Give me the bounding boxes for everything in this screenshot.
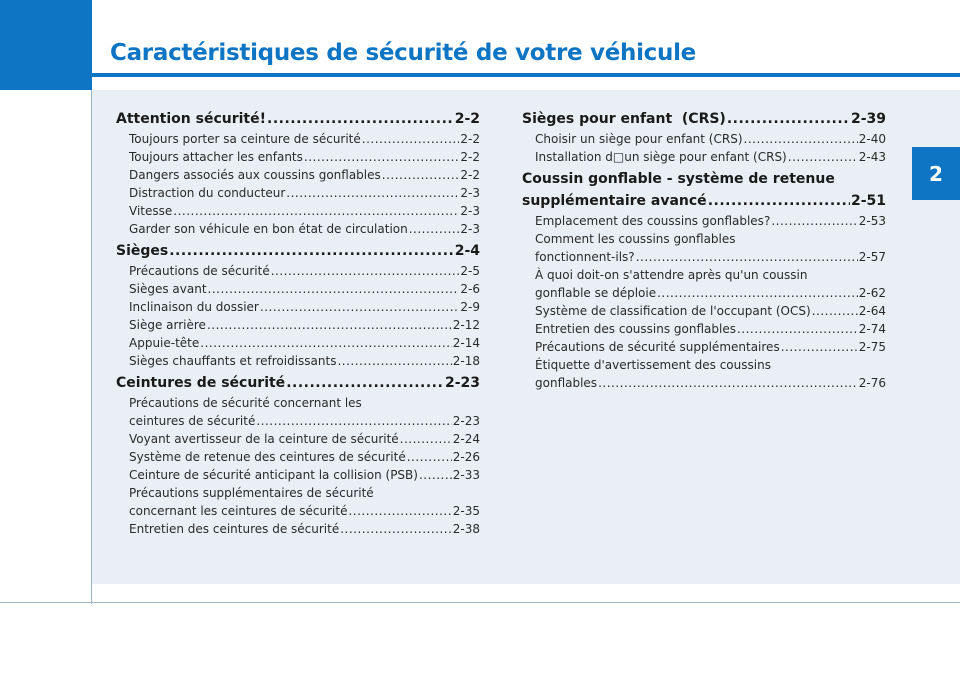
toc-leader [208,280,460,298]
header-color-block [0,0,92,90]
toc-entry[interactable] [116,280,480,298]
toc-entry[interactable] [522,148,886,166]
toc-leader [200,334,451,352]
toc-entry-line1[interactable]: À quoi doit-on s'attendre après qu'un coussin [535,268,808,282]
toc-leader [260,298,460,316]
toc-entry[interactable] [116,316,480,334]
toc-page-number: 2-57 [858,250,886,264]
toc-entry[interactable] [522,212,886,230]
toc-page-number: 2-3 [460,186,480,200]
toc-page-number: 2-23 [452,414,480,428]
toc-section[interactable] [522,108,886,130]
toc-entry-label: Distraction du conducteur [129,186,286,200]
toc-leader [812,302,858,320]
toc-leader [340,520,452,538]
toc-leader [708,190,850,212]
toc-page-number: 2-23 [444,375,480,391]
title-underline [92,73,960,77]
toc-entry-line1[interactable]: Précautions de sécurité concernant les [129,396,362,410]
toc-entry[interactable] [522,302,886,320]
toc-section-title: Sièges pour enfant (CRS) [522,111,726,127]
toc-leader [727,108,850,130]
toc-entry-label: Toujours porter sa ceinture de sécurité [129,132,361,146]
toc-page-number: 2-2 [460,132,480,146]
toc-entry-label: Inclinaison du dossier [129,300,259,314]
toc-entry[interactable] [116,148,480,166]
toc-page-number: 2-9 [460,300,480,314]
toc-leader [337,352,451,370]
toc-entry[interactable] [116,262,480,280]
toc-entry-label: gonflables [535,376,598,390]
toc-leader [382,166,460,184]
toc-page-number: 2-76 [858,376,886,390]
toc-leader [173,202,459,220]
toc-leader [286,372,444,394]
toc-section-title: Attention sécurité! [116,111,267,127]
toc-entry[interactable] [116,166,480,184]
toc-entry[interactable] [116,466,480,484]
toc-entry[interactable] [116,448,480,466]
toc-entry-label: Voyant avertisseur de la ceinture de sécurité [129,432,399,446]
toc-page-number: 2-4 [454,243,480,259]
toc-entry-label: Installation d□un siège pour enfant (CRS) [535,150,787,164]
toc-section[interactable] [116,240,480,262]
toc-entry[interactable] [116,430,480,448]
toc-entry-label: Sièges chauffants et refroidissants [129,354,337,368]
toc-page-number: 2-62 [858,286,886,300]
toc-leader [737,320,858,338]
toc-page-number: 2-51 [850,193,886,209]
toc-entry[interactable] [116,352,480,370]
toc-leader [657,284,858,302]
toc-leader [409,220,460,238]
toc-page-number: 2-18 [452,354,480,368]
toc-entry-label: Choisir un siège pour enfant (CRS) [535,132,743,146]
footer-rule [0,602,960,603]
toc-leader [207,316,452,334]
toc-page-number: 2-2 [460,150,480,164]
toc-leader [348,502,451,520]
toc-page-number: 2-43 [858,150,886,164]
toc-entry-label: Entretien des coussins gonflables [535,322,736,336]
toc-entry[interactable] [522,284,886,302]
toc-entry[interactable] [116,220,480,238]
toc-leader [256,412,451,430]
toc-entry-label: Garder son véhicule en bon état de circulation [129,222,408,236]
toc-leader [781,338,858,356]
toc-entry-label: Système de classification de l'occupant (OCS) [535,304,811,318]
toc-entry-label: Système de retenue des ceintures de sécurité [129,450,406,464]
toc-entry[interactable] [116,412,480,430]
toc-entry[interactable] [116,202,480,220]
toc-page-number: 2-75 [858,340,886,354]
toc-entry-label: Vitesse [129,204,173,218]
toc-page-number: 2-35 [452,504,480,518]
toc-entry[interactable] [522,130,886,148]
toc-entry-label: Ceinture de sécurité anticipant la collision (PSB) [129,468,418,482]
toc-entry-label: Sièges avant [129,282,207,296]
page-title: Caractéristiques de sécurité de votre véhicule [110,40,696,66]
toc-leader [419,466,452,484]
toc-page-number: 2-24 [452,432,480,446]
toc-entry[interactable] [116,520,480,538]
toc-section-title: Sièges [116,243,169,259]
toc-leader [771,212,857,230]
toc-entry-label: concernant les ceintures de sécurité [129,504,348,518]
toc-entry[interactable] [522,320,886,338]
toc-entry-label: Dangers associés aux coussins gonflables [129,168,381,182]
toc-page-number: 2-40 [858,132,886,146]
toc-left-column [116,106,480,538]
toc-page-number: 2-14 [452,336,480,350]
toc-page-number: 2-3 [460,204,480,218]
toc-entry[interactable] [522,248,886,266]
toc-entry-label: Siège arrière [129,318,206,332]
toc-leader [169,240,453,262]
toc-leader [304,148,460,166]
toc-entry[interactable] [522,338,886,356]
toc-leader [271,262,460,280]
toc-entry[interactable] [116,298,480,316]
toc-page-number: 2-3 [460,222,480,236]
toc-page-number: 2-26 [452,450,480,464]
toc-page-number: 2-33 [452,468,480,482]
toc-page-number: 2-12 [452,318,480,332]
toc-page-number: 2-38 [452,522,480,536]
toc-entry[interactable] [116,502,480,520]
chapter-tab[interactable]: 2 [912,147,960,200]
toc-page-number: 2-74 [858,322,886,336]
toc-section-title-line1[interactable]: Coussin gonflable - système de retenue [522,171,835,187]
toc-section[interactable] [116,108,480,130]
toc-leader [267,108,454,130]
toc-leader [636,248,858,266]
toc-entry-label: Précautions de sécurité [129,264,270,278]
toc-leader [400,430,452,448]
toc-leader [788,148,858,166]
toc-page-number: 2-6 [460,282,480,296]
toc-leader [744,130,858,148]
toc-entry-label: Emplacement des coussins gonflables? [535,214,771,228]
toc-entry[interactable] [116,184,480,202]
toc-leader [362,130,460,148]
toc-leader [286,184,459,202]
toc-entry-label: Entretien des ceintures de sécurité [129,522,340,536]
toc-page-number: 2-5 [460,264,480,278]
toc-page-number: 2-2 [454,111,480,127]
toc-entry-label: Appuie-tête [129,336,200,350]
toc-section[interactable] [522,190,886,212]
toc-section[interactable] [116,372,480,394]
toc-entry-label: Toujours attacher les enfants [129,150,303,164]
toc-page-number: 2-2 [460,168,480,182]
toc-page-number: 2-39 [850,111,886,127]
toc-entry-line1[interactable]: Étiquette d'avertissement des coussins [535,358,771,372]
toc-section-title: Ceintures de sécurité [116,375,286,391]
toc-entry-label: fonctionnent-ils? [535,250,635,264]
toc-entry-label: Précautions de sécurité supplémentaires [535,340,780,354]
toc-section-title: supplémentaire avancé [522,193,707,209]
toc-leader [407,448,452,466]
toc-entry[interactable] [116,334,480,352]
toc-entry-label: ceintures de sécurité [129,414,256,428]
toc-entry-line1[interactable]: Comment les coussins gonflables [535,232,736,246]
toc-entry[interactable] [522,374,886,392]
toc-page-number: 2-64 [858,304,886,318]
toc-entry[interactable] [116,130,480,148]
toc-entry-label: gonflable se déploie [535,286,657,300]
toc-leader [598,374,858,392]
toc-right-column [522,106,886,392]
toc-page-number: 2-53 [858,214,886,228]
toc-entry-line1[interactable]: Précautions supplémentaires de sécurité [129,486,374,500]
